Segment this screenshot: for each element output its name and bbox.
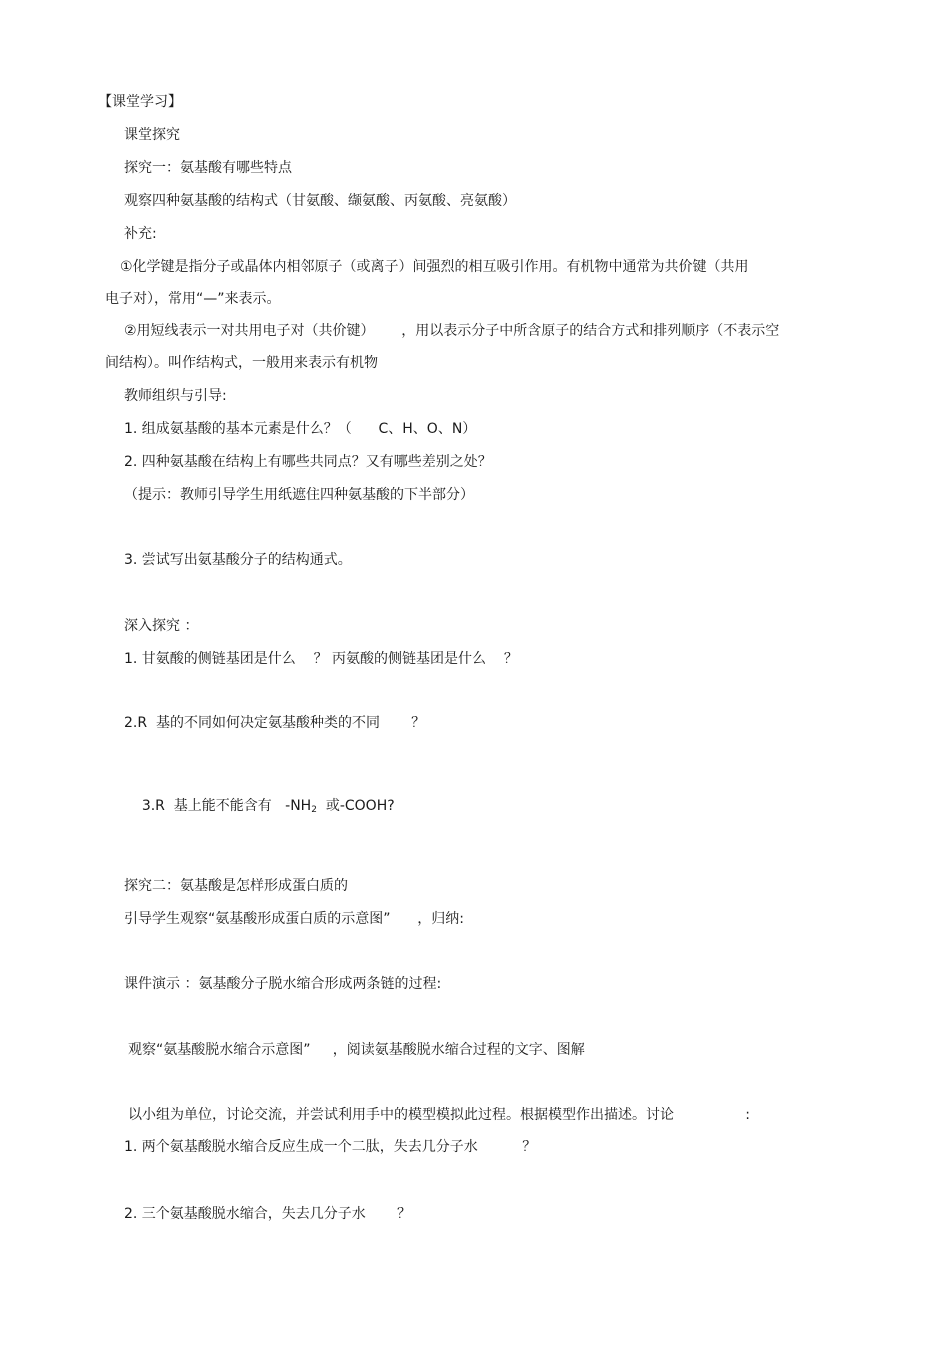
deep-question-1: 1. 甘氨酸的侧链基团是什么 ？ 丙氨酸的侧链基团是什么 ？ [124, 651, 518, 667]
note2-line2: 间结构）。叫作结构式，一般用来表示有机物 [105, 355, 378, 371]
question-1: 1. 组成氨基酸的基本元素是什么？（ C、H、O、N） [124, 421, 477, 437]
note1-line1: ①化学键是指分子或晶体内相邻原子（或离子）间强烈的相互吸引作用。有机物中通常为共价键（共用 [120, 259, 749, 275]
note2-line1: ②用短线表示一对共用电子对（共价键） ，用以表示分子中所含原子的结合方式和排列顺序（不表示空 [124, 323, 780, 339]
section-heading: 【课堂学习】 [98, 94, 182, 110]
subscript-2: 2 [311, 805, 317, 815]
note1-line2: 电子对），常用“—”来表示。 [105, 291, 281, 307]
question-3: 3. 尝试写出氨基酸分子的结构通式。 [124, 552, 352, 568]
exercise-2: 2. 三个氨基酸脱水缩合，失去几分子水 ？ [124, 1206, 411, 1222]
exercise-1: 1. 两个氨基酸脱水缩合反应生成一个二肽，失去几分子水 ？ [124, 1139, 537, 1155]
deep-question-2: 2.R 基的不同如何决定氨基酸种类的不同 ？ [124, 715, 426, 731]
explore2-title: 探究二：氨基酸是怎样形成蛋白质的 [124, 878, 348, 894]
deep-question-3 [124, 779, 395, 837]
guide-observe-text: 引导学生观察“氨基酸形成蛋白质的示意图” ，归纳: [124, 911, 464, 927]
teacher-guide-label: 教师组织与引导: [124, 388, 227, 404]
question-2: 2. 四种氨基酸在结构上有哪些共同点？又有哪些差别之处？ [124, 454, 492, 470]
hint-text: （提示：教师引导学生用纸遮住四种氨基酸的下半部分） [124, 487, 474, 503]
group-discuss-text: 以小组为单位，讨论交流，并尝试利用手中的模型模拟此过程。根据模型作出描述。讨论 : [128, 1107, 750, 1123]
observe-dehydration-text: 观察“氨基酸脱水缩合示意图” ，阅读氨基酸脱水缩合过程的文字、图解 [128, 1042, 585, 1058]
observe-structures-text: 观察四种氨基酸的结构式（甘氨酸、缬氨酸、丙氨酸、亮氨酸） [124, 193, 516, 209]
supplement-label: 补充: [124, 226, 157, 242]
explore1-title: 探究一：氨基酸有哪些特点 [124, 160, 292, 176]
deep-question-3-suffix: 或-COOH? [316, 798, 395, 814]
deep-explore-label: 深入探究 ： [124, 618, 199, 634]
classroom-explore-title: 课堂探究 [124, 127, 180, 143]
courseware-text: 课件演示 ：氨基酸分子脱水缩合形成两条链的过程: [124, 976, 442, 992]
deep-question-3-prefix: 3.R 基上能不能含有 -NH [141, 798, 312, 814]
